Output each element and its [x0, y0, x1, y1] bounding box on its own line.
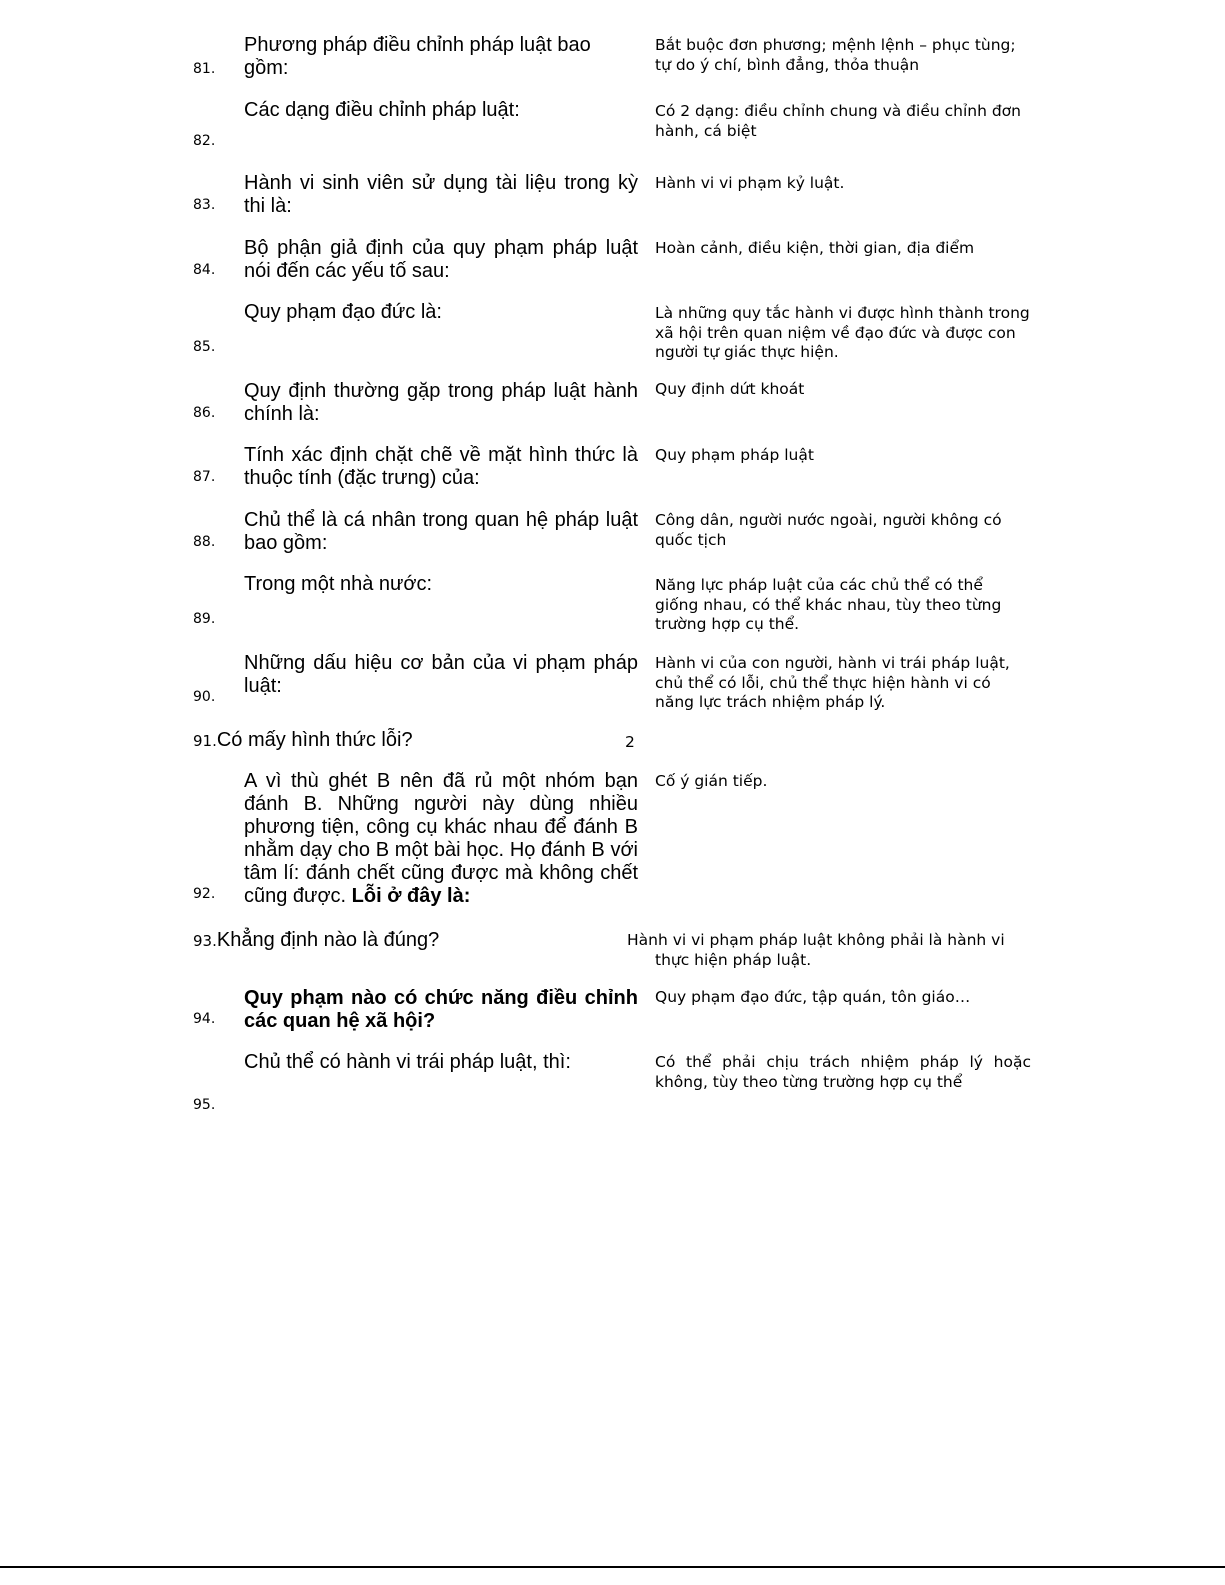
question-bold-text: Lỗi ở đây là:: [351, 885, 471, 907]
answer-text: Quy phạm đạo đức, tập quán, tôn giáo…: [655, 988, 971, 1006]
answer-text: Bắt buộc đơn phương; mệnh lệnh – phục tùng; tự do ý chí, bình đẳng, thỏa thuận: [655, 36, 1016, 74]
question-text: Tính xác định chặt chẽ về mặt hình thức là thuộc tính (đặc trưng) của:: [244, 444, 638, 489]
answer-text: Công dân, người nước ngoài, người không có quốc tịch: [655, 511, 1002, 549]
answer-text: Có 2 dạng: điều chỉnh chung và điều chỉnh đơn hành, cá biệt: [655, 102, 1021, 140]
answer-text: Hoàn cảnh, điều kiện, thời gian, địa điểm: [655, 239, 975, 257]
question-text: Có mấy hình thức lỗi?: [216, 729, 413, 751]
inline-question: [193, 729, 413, 753]
answer-text: Hành vi vi phạm kỷ luật.: [655, 174, 845, 192]
item-number: 86.: [193, 405, 216, 421]
answer-text: Hành vi của con người, hành vi trái pháp luật, chủ thể có lỗi, chủ thể thực hiện hành vi có năng lực trách nhiệm pháp lý.: [655, 654, 1010, 711]
answer-text: Quy định dứt khoát: [655, 380, 805, 398]
item-number: 90.: [193, 689, 216, 705]
answer-block: [627, 931, 1017, 970]
question-text: Bộ phận giả định của quy phạm pháp luật nói đến các yếu tố sau:: [244, 237, 638, 282]
item-number: 84.: [193, 262, 216, 278]
question-text: Quy phạm nào có chức năng điều chỉnh các quan hệ xã hội?: [244, 987, 638, 1032]
question-text: Quy định thường gặp trong pháp luật hành chính là:: [244, 380, 638, 425]
answer-text: Là những quy tắc hành vi được hình thành trong xã hội trên quan niệm về đạo đức và được con người tự giác thực hiện.: [655, 304, 1030, 361]
question-text: Khẳng định nào là đúng?: [216, 929, 440, 951]
question-text: Quy phạm đạo đức là:: [244, 301, 442, 323]
item-number: 89.: [193, 611, 216, 627]
question-text: Trong một nhà nước:: [244, 573, 433, 595]
answer-line-1: Hành vi vi phạm pháp luật không phải là hành vi: [627, 931, 1005, 949]
item-number: 85.: [193, 339, 216, 355]
answer-text: 2: [625, 733, 635, 751]
answer-text: Có thể phải chịu trách nhiệm pháp lý hoặc không, tùy theo từng trường hợp cụ thể: [655, 1053, 1031, 1091]
item-number: 93.: [193, 932, 217, 950]
answer-text: Quy phạm pháp luật: [655, 446, 814, 464]
question-text: Phương pháp điều chỉnh pháp luật bao gồm:: [244, 34, 591, 79]
page-bottom-rule: [0, 1566, 1225, 1568]
question-block: [244, 770, 638, 908]
question-text: Chủ thể là cá nhân trong quan hệ pháp luật bao gồm:: [244, 509, 638, 554]
answer-line-2: thực hiện pháp luật.: [655, 950, 812, 969]
item-number: 91.: [193, 732, 217, 750]
item-number: 94.: [193, 1011, 216, 1027]
item-number: 83.: [193, 197, 216, 213]
question-text: Chủ thể có hành vi trái pháp luật, thì:: [244, 1051, 571, 1073]
item-number: 92.: [193, 886, 216, 902]
item-number: 95.: [193, 1097, 216, 1113]
question-text: Những dấu hiệu cơ bản của vi phạm pháp luật:: [244, 652, 638, 697]
question-text: Các dạng điều chỉnh pháp luật:: [244, 99, 520, 121]
item-number: 87.: [193, 469, 216, 485]
item-number: 82.: [193, 133, 216, 149]
item-number: 81.: [193, 61, 216, 77]
item-number: 88.: [193, 534, 216, 550]
answer-text: Cố ý gián tiếp.: [655, 772, 768, 790]
answer-text: Năng lực pháp luật của các chủ thể có thể giống nhau, có thể khác nhau, tùy theo từng trường hợp cụ thể.: [655, 576, 1002, 633]
question-text: A vì thù ghét B nên đã rủ một nhóm bạn đánh B. Những người này dùng nhiều phương tiện, công cụ khác nhau để đánh B nhằm dạy cho B một bài học. Họ đánh B với tâm lí: đánh chết cũng được mà không chết cũng được.: [244, 770, 638, 907]
inline-question: [193, 929, 439, 953]
question-text: Hành vi sinh viên sử dụng tài liệu trong kỳ thi là:: [244, 172, 638, 217]
